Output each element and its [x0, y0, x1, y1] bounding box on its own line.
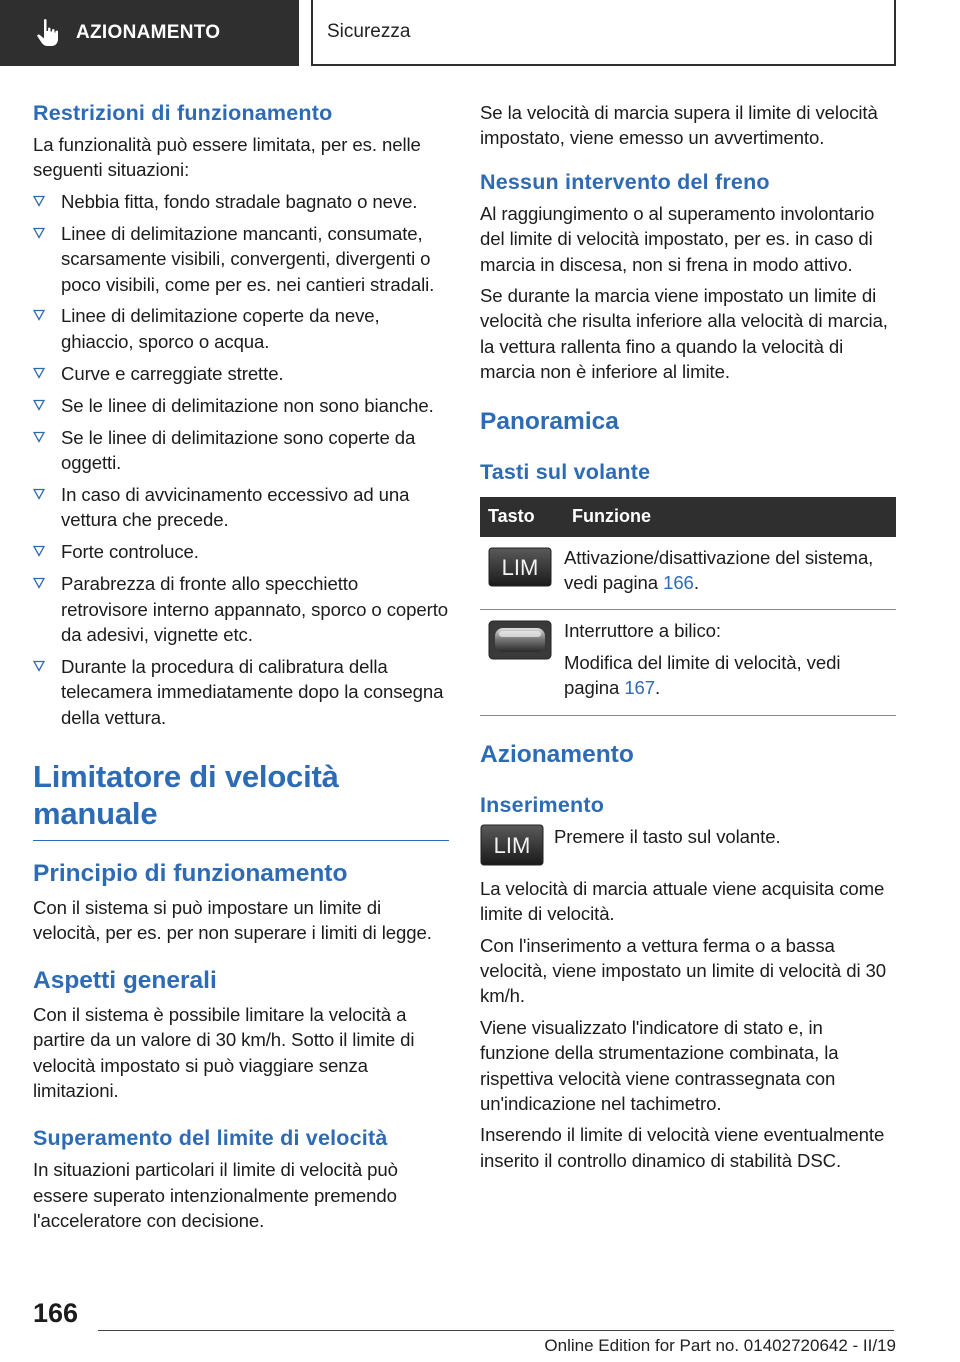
right-column	[480, 100, 896, 1179]
chapter-title: Sicurezza	[327, 21, 411, 42]
function-text: Modifica del limite di velocità, vedi pagina 167.	[564, 651, 841, 699]
list-item: In caso di avvicinamento eccessivo ad una vettura che precede.	[33, 482, 449, 533]
triangle-bullet-icon	[33, 660, 45, 672]
principle-text: Con il sistema si può impostare un limite di velocità, per es. per non superare i limiti di legge.	[33, 897, 432, 944]
page-link-167[interactable]: 167	[624, 677, 656, 699]
rocker-switch-icon	[488, 620, 552, 660]
triangle-bullet-icon	[33, 545, 45, 557]
exceed-text: In situazioni particolari il limite di velocità può essere superato intenzionalmente premendo l'acceleratore con decisione.	[33, 1159, 398, 1232]
column-header-function: Funzione	[564, 497, 896, 537]
svg-text:LIM: LIM	[501, 554, 539, 580]
restrictions-heading: Restrizioni di funzionamento	[33, 101, 333, 125]
footer-divider	[98, 1330, 894, 1331]
list-item: Durante la procedura di calibratura della telecamera immediatamente dopo la consegna della vettura.	[33, 654, 449, 730]
insert-step	[480, 824, 896, 866]
svg-text:LIM: LIM	[493, 832, 531, 858]
section-title: AZIONAMENTO	[76, 22, 221, 43]
list-item: Forte controluce.	[33, 539, 449, 564]
list-item: Parabrezza di fronte allo specchietto retrovisore interno appannato, sporco o coperto da adesivi, vignette etc.	[33, 571, 449, 647]
table-header-row	[480, 497, 896, 537]
insert-text-4: Inserendo il limite di velocità viene eventualmente inserito il controllo dinamico di stabilità DSC.	[480, 1124, 885, 1171]
exceed-heading: Superamento del limite di velocità	[33, 1126, 388, 1151]
insert-text-3: Viene visualizzato l'indicatore di stato e, in funzione della strumentazione combinata, la rispettiva velocità viene contrassegnata con un'indicazione nel tachimetro.	[480, 1016, 839, 1114]
list-item: Se le linee di delimitazione non sono bianche.	[33, 393, 449, 418]
edition-info: Online Edition for Part no. 01402720642 - II/19	[544, 1336, 896, 1355]
triangle-bullet-icon	[33, 431, 45, 443]
triangle-bullet-icon	[33, 367, 45, 379]
keys-table	[480, 497, 896, 716]
nobrake-text-1: Al raggiungimento o al superamento involontario del limite di velocità impostato, per es. in caso di marcia in discesa, non si frena in modo attivo.	[480, 202, 875, 275]
page-link-166[interactable]: 166	[663, 572, 694, 594]
overview-heading: Panoramica	[480, 407, 619, 435]
chapter-heading: Limitatore di velocità manuale	[33, 758, 449, 841]
hand-pointer-icon	[36, 18, 62, 48]
general-heading: Aspetti generali	[33, 966, 217, 994]
list-item: Curve e carreggiate strette.	[33, 361, 449, 386]
column-header-key: Tasto	[480, 497, 564, 537]
chapter-tab	[311, 0, 896, 66]
principle-heading: Principio di funzionamento	[33, 860, 348, 888]
triangle-bullet-icon	[33, 577, 45, 589]
list-item: Linee di delimitazione coperte da neve, ghiaccio, sporco o acqua.	[33, 303, 449, 354]
function-text: Attivazione/disattivazione del sistema, vedi pagina 166.	[564, 546, 874, 594]
section-tab	[0, 0, 299, 66]
table-row	[480, 610, 896, 715]
operation-heading: Azionamento	[480, 740, 634, 768]
lim-button-icon	[480, 824, 544, 866]
triangle-bullet-icon	[33, 195, 45, 207]
page-header	[0, 0, 960, 66]
restrictions-intro: La funzionalità può essere limitata, per es. nelle seguenti situazioni:	[33, 134, 421, 181]
insert-step-text: Premere il tasto sul volante.	[554, 825, 781, 847]
left-column	[33, 100, 449, 1240]
nobrake-heading: Nessun intervento del freno	[480, 169, 770, 194]
triangle-bullet-icon	[33, 227, 45, 239]
keys-heading: Tasti sul volante	[480, 459, 651, 484]
warning-text: Se la velocità di marcia supera il limite di velocità impostato, viene emesso un avvertimento.	[480, 102, 878, 149]
insert-text-2: Con l'inserimento a vettura ferma o a bassa velocità, viene impostato un limite di velocità di 30 km/h.	[480, 934, 887, 1007]
table-row	[480, 537, 896, 610]
list-item: Nebbia fitta, fondo stradale bagnato o neve.	[33, 189, 449, 214]
insert-heading: Inserimento	[480, 792, 605, 817]
list-item: Se le linee di delimitazione sono coperte da oggetti.	[33, 425, 449, 476]
insert-text-1: La velocità di marcia attuale viene acquisita come limite di velocità.	[480, 877, 885, 925]
lim-button-icon	[488, 547, 552, 587]
triangle-bullet-icon	[33, 488, 45, 500]
triangle-bullet-icon	[33, 309, 45, 321]
general-text: Con il sistema è possibile limitare la velocità a partire da un valore di 30 km/h. Sotto il limite di velocità impostato si può viaggiare senza limitazioni.	[33, 1003, 415, 1102]
page-number: 166	[33, 1298, 79, 1328]
list-item: Linee di delimitazione mancanti, consumate, scarsamente visibili, convergenti, divergenti o poco visibili, come per es. nei cantieri stradali.	[33, 221, 449, 297]
function-text: Interruttore a bilico:	[564, 620, 721, 642]
nobrake-text-2: Se durante la marcia viene impostato un limite di velocità che risulta inferiore alla velocità di marcia, la vettura rallenta fino a quando la velocità di marcia non è inferiore al limite.	[480, 285, 888, 383]
triangle-bullet-icon	[33, 399, 45, 411]
restrictions-list	[33, 189, 449, 730]
